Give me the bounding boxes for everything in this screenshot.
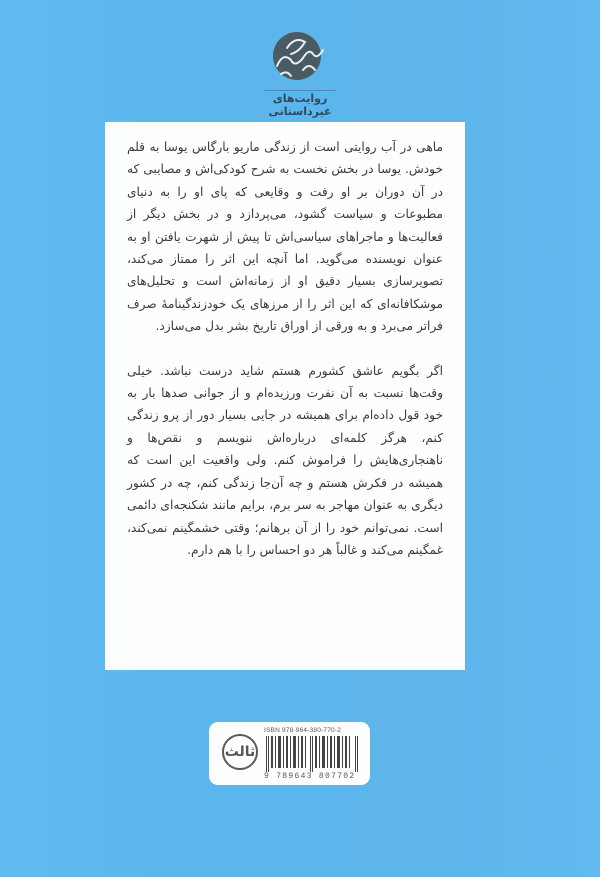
logo-divider <box>264 90 336 91</box>
blurb-panel <box>105 122 465 670</box>
isbn-number: ISBN 978-964-380-770-2 <box>264 727 342 734</box>
ean-digits: 9 789643 807702 <box>264 772 356 781</box>
blurb-quote: اگر بگویم عاشق کشورم هستم شاید درست نباشد. خیلی وقت‌ها نسبت به آن نفرت ورزیده‌ام و از جوانی صدها بار به خود قول داده‌ام برای همیشه در جایی بسیار دور از پرو زندگی کنم، هرگز کلمه‌ای درباره‌اش ننویسم و نقص‌ها و ناهنجاری‌هایش را فراموش کنم. ولی واقعیت این است که همیشه در فکرش هستم و چه آن‌جا زندگی کنم، چه در کشور دیگری به عنوان مهاجر به سر برم، برایم مانند شکنجه‌ای دائمی است. نمی‌توانم خود را از آن برهانم؛ وقتی خشمگینم نمی‌کند، غمگینم می‌کند و غالباً هر دو احساس را با هم دارم. <box>127 363 443 557</box>
series-tagline: روایت‌های غیرداستانی <box>268 92 332 118</box>
blurb-summary: ماهی در آب روایتی است از زندگی ماریو بارگاس یوسا به قلم خودش. یوسا در بخش نخست به شرح کودکی‌اش و مصایبی که در آن دوران بر او رفت و وقایعی که پای او را به دنیای مطبوعات و سیاست گشود، می‌پردازد و در بخش دیگر از فعالیت‌ها و ماجراهای سیاسی‌اش تا پیش از شهرت یافتن او به عنوان نویسنده می‌گوید. اما آنچه این اثر را ممتاز می‌کند، تصویرسازی بسیار دقیق او از زمانه‌اش است و تحلیل‌های موشکافانه‌ای که این اثر را از مرزهای یک خودزندگینامهٔ صرف فراتر می‌برد و به ورقی از اوراق تاریخ بشر بدل می‌سازد. <box>127 140 443 334</box>
calligraphy-emblem-icon <box>273 32 321 80</box>
saless-publisher-logo-icon: ثالث <box>222 734 258 770</box>
barcode-icon <box>266 736 358 772</box>
isbn-barcode-label <box>209 722 370 785</box>
